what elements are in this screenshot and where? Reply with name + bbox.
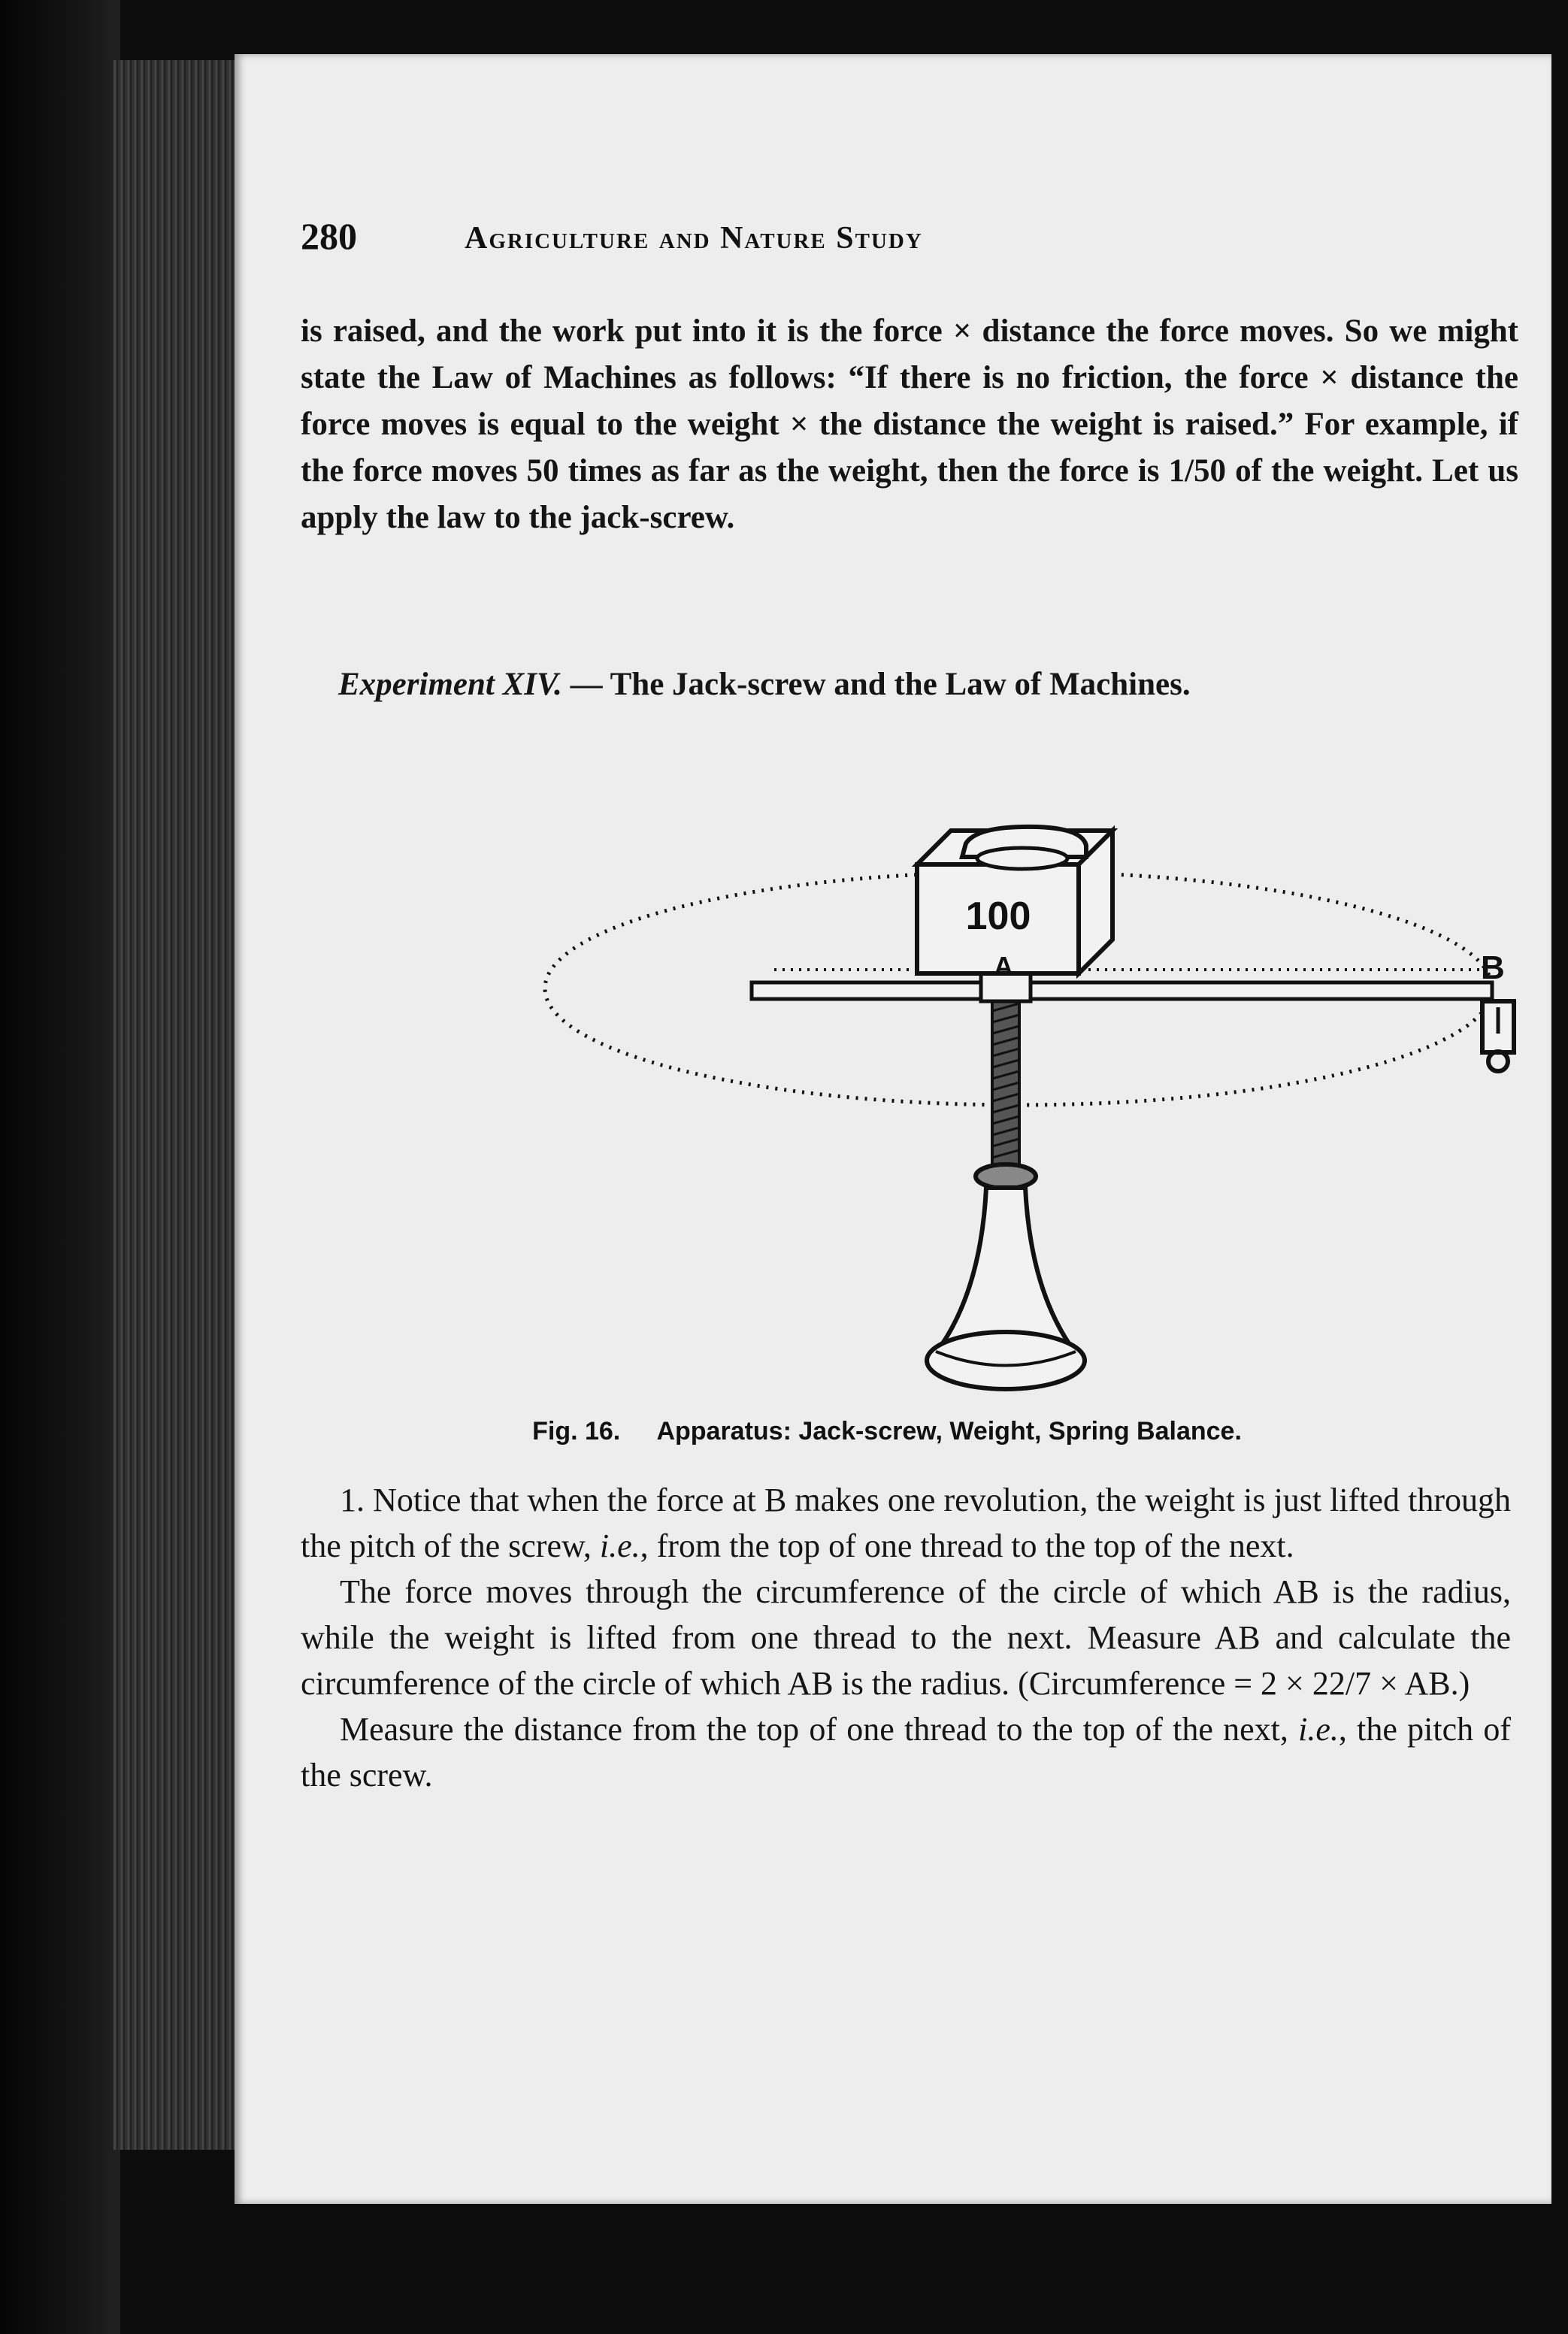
figure-caption (301, 1417, 1473, 1446)
weight-block (917, 827, 1112, 973)
figure-label: Fig. 16. (532, 1417, 621, 1446)
jack-screw-illustration (526, 804, 1548, 1398)
screw-thread (992, 1000, 1019, 1173)
book-page-edges (113, 60, 244, 2150)
pitch-rest: , the pitch of the screw. (301, 1711, 1512, 1794)
ie-abbrev: i.e. (599, 1527, 640, 1564)
step-1-paragraph (301, 1477, 1511, 1569)
point-a-label: A (994, 951, 1013, 982)
ie-abbrev-2: i.e. (1298, 1711, 1339, 1748)
caption-text: Apparatus: Jack-screw, Weight, Spring Balance. (656, 1417, 1242, 1446)
pitch-paragraph (301, 1706, 1511, 1798)
page-number: 280 (301, 215, 357, 257)
running-title: Agriculture and Nature Study (465, 221, 923, 256)
spring-balance (1482, 1001, 1514, 1071)
experiment-instructions (301, 1477, 1511, 1798)
paragraph-text: is raised, and the work put into it is the force × distance the force moves. So we might state the Law of Machines as follows: “If there is no friction, the force × distance the force moves is equal to the weight × the distance the weight is raised.” For example, if the force moves 50 times as far as the weight, then the force is 1/50 of the weight. Let us apply the law to the jack-screw. (301, 313, 1518, 535)
pitch-text: Measure the distance from the top of one thread to the top of the next, (340, 1711, 1288, 1748)
step-1-text: 1. Notice that when the force at B makes one revolution, the weight is just lifted through the pitch of the screw, (301, 1482, 1511, 1564)
experiment-title: — The Jack-screw and the Law of Machines. (570, 667, 1191, 702)
collar (976, 1164, 1036, 1188)
jack-screw-figure (526, 804, 1548, 1398)
paragraph-law-of-machines (301, 308, 1518, 541)
lever-arm (752, 982, 1492, 999)
running-head (301, 214, 1368, 267)
jack-base (927, 1188, 1085, 1389)
step-1-rest: , from the top of one thread to the top of the next. (640, 1527, 1294, 1564)
book-spine-shadow (0, 0, 120, 2334)
experiment-heading (301, 661, 1518, 708)
point-b-label: B (1481, 949, 1505, 986)
weight-label: 100 (965, 895, 1031, 938)
experiment-label: Experiment XIV. (338, 667, 562, 702)
circumference-paragraph: The force moves through the circumference of the circle of which AB is the radius, while the weight is lifted from one thread to the next. Measure AB and calculate the circumference of the circle of which AB is the radius. (Circumference = 2 × 22/7 × AB.) (301, 1573, 1511, 1702)
